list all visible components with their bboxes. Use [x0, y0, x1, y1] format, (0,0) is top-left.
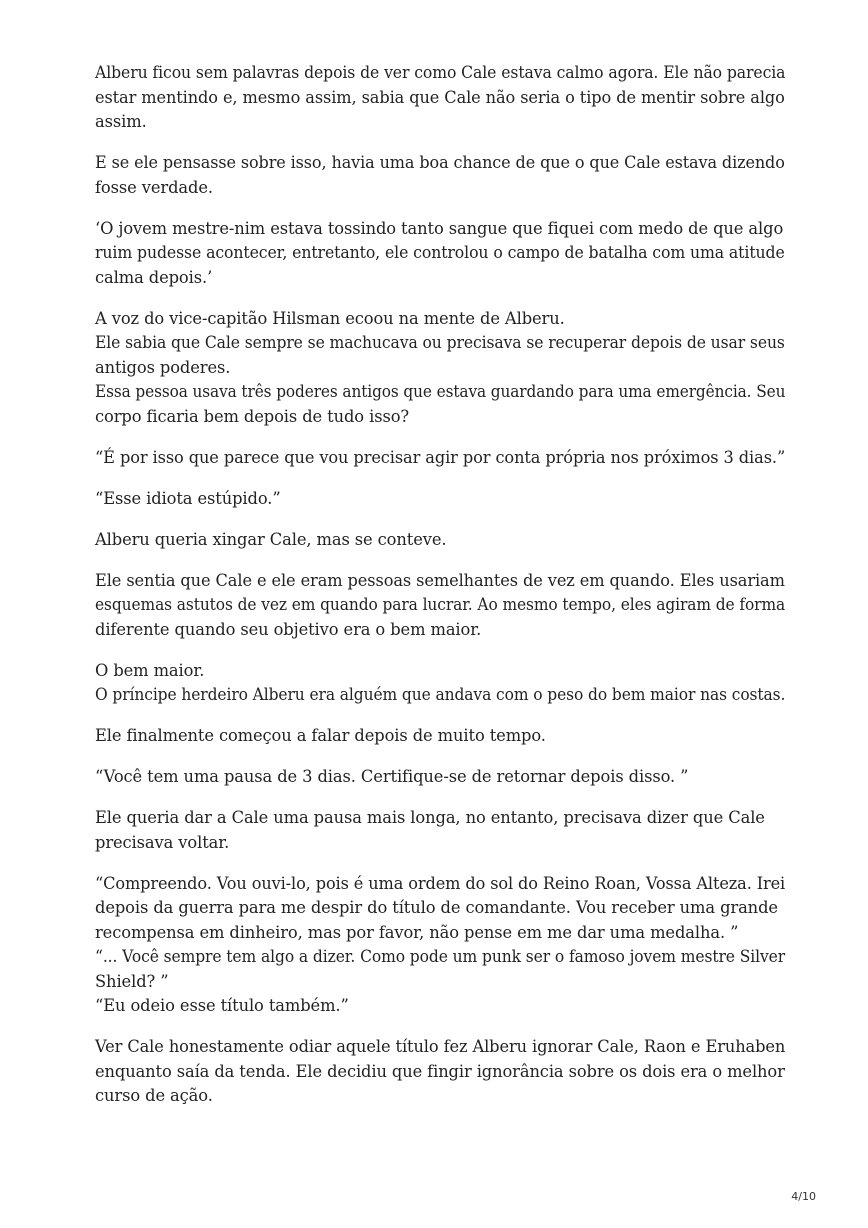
text-line: estar mentindo e, mesmo assim, sabia que Cale não seria o tipo de mentir sobre algo: [95, 87, 785, 107]
text-line: curso de ação.: [95, 1086, 213, 1105]
text-line: Ele queria dar a Cale uma pausa mais longa, no entanto, precisava dizer que Cale: [95, 808, 765, 827]
paragraph: [95, 724, 785, 749]
text-line: E se ele pensasse sobre isso, havia uma boa chance de que o que Cale estava dizendo: [95, 153, 785, 172]
text-line: calma depois.’: [95, 267, 213, 287]
text-line: precisava voltar.: [95, 832, 230, 852]
text-line: “Você tem uma pausa de 3 dias. Certifique-se de retornar depois disso. ”: [95, 767, 689, 786]
text-line: O bem maior.: [95, 660, 205, 680]
paragraph: [95, 151, 785, 200]
paragraph: [95, 487, 785, 512]
paragraph: [95, 528, 785, 553]
paragraph: [95, 217, 785, 291]
text-line: A voz do vice-capitão Hilsman ecoou na mente de Alberu.: [95, 308, 565, 328]
paragraph: [95, 569, 785, 643]
text-line: assim.: [95, 112, 147, 131]
document-page: [95, 61, 785, 1125]
text-line: fosse verdade.: [95, 177, 213, 197]
text-line: Alberu ficou sem palavras depois de ver como Cale estava calmo agora. Ele não parecia: [95, 63, 786, 82]
page-number: 4/10: [791, 1190, 816, 1203]
text-line: Essa pessoa usava três poderes antigos que estava guardando para uma emergência. Seu: [95, 382, 786, 401]
text-line: enquanto saía da tenda. Ele decidiu que fingir ignorância sobre os dois era o melhor: [95, 1061, 785, 1081]
text-line: ‘O jovem mestre-nim estava tossindo tanto sangue que fiquei com medo de que algo: [95, 218, 784, 238]
text-line: Ele sabia que Cale sempre se machucava ou precisava se recuperar depois de usar seus: [95, 333, 785, 352]
paragraph: [95, 307, 785, 430]
text-line: Alberu queria xingar Cale, mas se conteve.: [95, 529, 447, 549]
paragraph: [95, 446, 785, 471]
text-line: “É por isso que parece que vou precisar agir por conta própria nos próximos 3 dias.”: [95, 447, 786, 467]
text-line: depois da guerra para me despir do título de comandante. Vou receber uma grande: [95, 898, 778, 917]
text-line: Ele sentia que Cale e ele eram pessoas semelhantes de vez em quando. Eles usariam: [95, 570, 785, 590]
text-line: Ver Cale honestamente odiar aquele título fez Alberu ignorar Cale, Raon e Eruhaben: [95, 1037, 786, 1056]
text-line: esquemas astutos de vez em quando para lucrar. Ao mesmo tempo, eles agiram de forma: [95, 595, 786, 614]
text-line: corpo ficaria bem depois de tudo isso?: [95, 406, 410, 426]
paragraph: [95, 1035, 785, 1109]
text-line: recompensa em dinheiro, mas por favor, não pense em me dar uma medalha. ”: [95, 922, 739, 942]
paragraph: [95, 765, 785, 790]
text-line: antigos poderes.: [95, 357, 231, 377]
text-line: Shield? ”: [95, 971, 169, 991]
text-line: ruim pudesse acontecer, entretanto, ele controlou o campo de batalha com uma atitude: [95, 243, 785, 262]
text-line: “Compreendo. Vou ouvi-lo, pois é uma ordem do sol do Reino Roan, Vossa Alteza. Irei: [95, 873, 786, 893]
text-line: diferente quando seu objetivo era o bem maior.: [95, 619, 482, 639]
text-line: O príncipe herdeiro Alberu era alguém que andava com o peso do bem maior nas costas.: [95, 685, 786, 704]
text-line: “... Você sempre tem algo a dizer. Como pode um punk ser o famoso jovem mestre Silver: [95, 947, 786, 966]
paragraph: [95, 806, 785, 855]
paragraph: [95, 61, 785, 135]
text-line: “Eu odeio esse título também.”: [95, 996, 349, 1015]
text-line: Ele finalmente começou a falar depois de muito tempo.: [95, 726, 546, 745]
text-line: “Esse idiota estúpido.”: [95, 488, 281, 508]
paragraph: [95, 659, 785, 708]
paragraph: [95, 872, 785, 1019]
